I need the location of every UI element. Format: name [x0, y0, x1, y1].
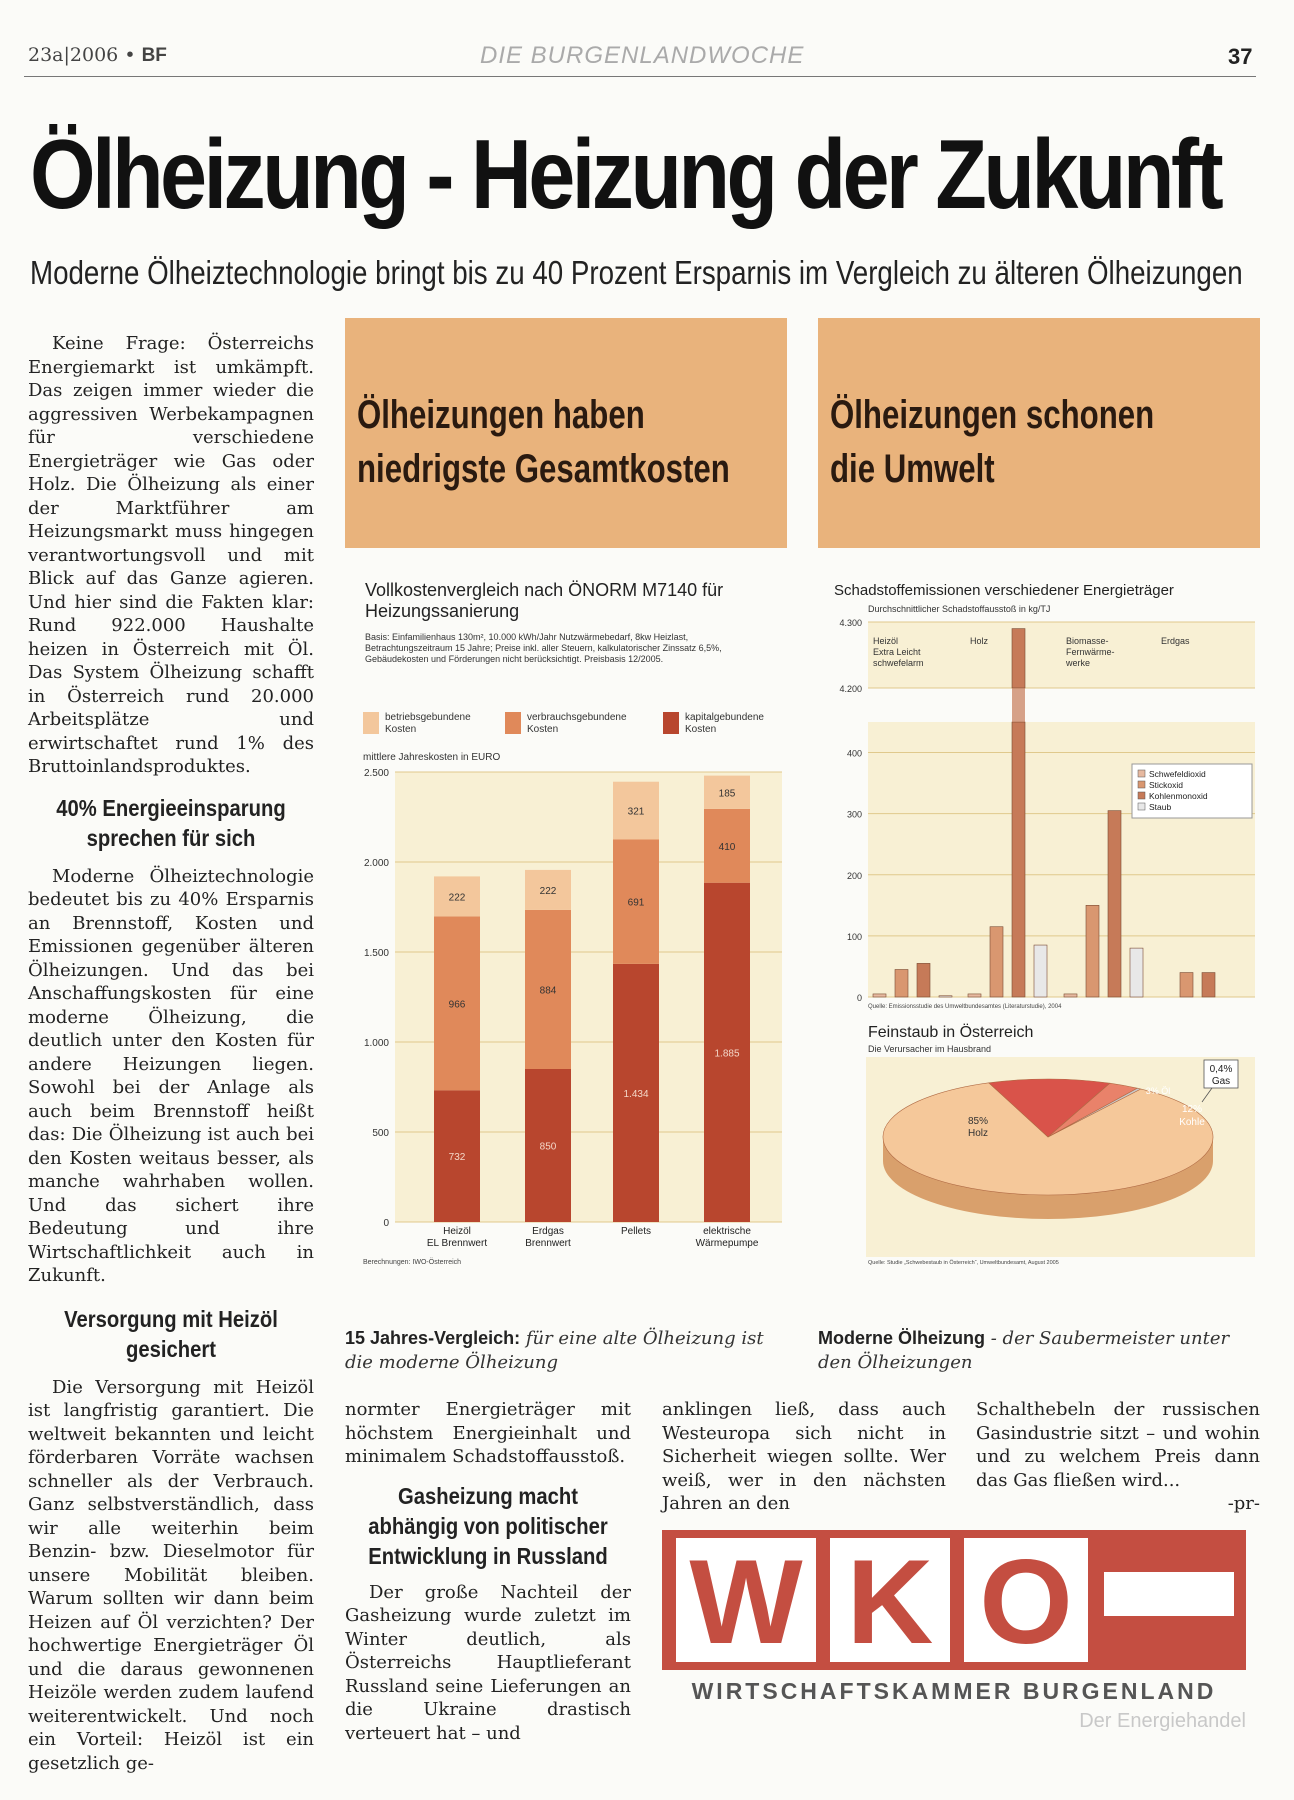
emission-bar-2-3: [1130, 948, 1143, 997]
wko-letter-w: W: [676, 1538, 816, 1662]
cost-value-label-2-1: 691: [627, 897, 645, 909]
cost-category-label-0: Heizöl EL Brennwert: [426, 1226, 488, 1249]
emission-legend-label-0: Schwefeldioxid: [1149, 769, 1206, 779]
emission-legend-swatch-2: [1138, 792, 1145, 799]
article-column-2: [345, 1398, 631, 1745]
cost-category-label-1: Erdgas Brennwert: [525, 1226, 571, 1249]
cost-value-label-0-2: 222: [448, 892, 466, 904]
pie-chart: [818, 1012, 1260, 1272]
paragraph-col3: anklingen ließ, dass auch Westeuropa sich nicht in Sicherheit wiegen sollte. Wer weiß, wer in den nächsten Jahren an den: [662, 1399, 946, 1514]
cost-ytick-0: 0: [383, 1218, 389, 1229]
wko-organization: WIRTSCHAFTSKAMMER BURGENLAND: [691, 1678, 1217, 1704]
paragraph-col2: normter Energieträger mit höchstem Energieinhalt und minimalem Schadstoffausstoß.: [345, 1399, 631, 1467]
subheading-energy-savings: 40% Energieeinsparung sprechen für sich: [56, 794, 286, 851]
headline: Ölheizung - Heizung der Zukunft: [30, 119, 1221, 229]
issue-info: 23a|2006 • BF: [28, 44, 167, 66]
emission-category-label-2: Biomasse-Fernwärme-werke: [1066, 636, 1115, 668]
cost-ytick-4: 2.000: [363, 858, 389, 869]
emission-lower-tick-0: 0: [856, 993, 862, 1003]
emission-legend-label-3: Staub: [1149, 802, 1172, 812]
pie-chart-subtitle: Die Verursacher im Hausbrand: [868, 1044, 992, 1054]
paragraph-savings: Moderne Ölheiztechnologie bedeutet bis zu 40% Ersparnis an Brennstoff, Kosten und Emissionen gegenüber älteren Ölheizungen. Und das bei Anschaffungskosten für eine moderne Ölheizung, die deutlich unter den Kosten für andere Heizungen liegen. Sowohl bei der Anlage als auch beim Brennstoff heißt das: Die Ölheizung ist auch bei den Kosten weitaus besser, als manche wahrhaben wollen. Und das sichert ihre Bedeutung und ihre Wirtschaftlichkeit auch in Zukunft.: [28, 865, 314, 1286]
headline-box-costs: [345, 318, 787, 548]
cost-value-label-1-0: 850: [539, 1141, 557, 1153]
box-environment-title: Ölheizungen schonen die Umwelt: [830, 393, 1155, 491]
emission-bar-1-1: [990, 927, 1003, 997]
cost-ytick-5: 2.500: [363, 768, 389, 779]
emission-bar-0-3: [939, 996, 952, 997]
paragraph-supply: Die Versorgung mit Heizöl ist langfristig garantiert. Die weltweit bekannten und leicht förderbaren Vorräte wachsen schneller als der Verbrauch. Ganz selbstverständlich, dass wir alle weiterhin beim Benzin- bzw. Dieselmotor für unsere Mobilität bleiben. Warum sollten wir dann beim Heizen auf Öl verzichten? Der hochwertige Energieträger Öl und die daraus gewonnenen Heizöle werden zudem laufend weiterentwickelt. Und noch ein Vorteil: Heizöl ist ein gesetzlich ge-: [28, 1376, 314, 1774]
legend-swatch-2: [663, 712, 679, 734]
emission-legend-label-1: Stickoxid: [1149, 780, 1184, 790]
emission-legend-swatch-0: [1138, 770, 1145, 777]
subheading-supply: Versorgung mit Heizöl gesichert: [64, 1305, 278, 1362]
page-number: 37: [1228, 44, 1253, 69]
legend-label-2: kapitalgebundene Kosten: [685, 712, 764, 735]
legend-swatch-0: [363, 712, 379, 734]
emission-bar-2-2: [1108, 811, 1121, 997]
cost-value-label-1-2: 222: [539, 885, 557, 897]
emission-legend-swatch-3: [1138, 803, 1145, 810]
article-column-1: [28, 332, 314, 1775]
cost-ytick-1: 500: [372, 1128, 389, 1139]
wko-division: Der Energiehandel: [1079, 1710, 1246, 1732]
legend-label-1: verbrauchsgebundene Kosten: [527, 712, 627, 735]
wko-bar: [1104, 1572, 1234, 1616]
emission-legend-swatch-1: [1138, 781, 1145, 788]
paragraph-col4: Schalthebeln der russischen Gasindustrie sitzt – und wohin und zu welchem Preis dann das Gas fließen wird...: [976, 1399, 1260, 1491]
cost-chart-notes: Basis: Einfamilienhaus 130m², 10.000 kWh/Jahr Nutzwärmebedarf, 8kw Heizlast, Betrachtungszeitraum 15 Jahre; Preise inkl. aller Steuern, kalkulatorischer Zinssatz 6,5%, Gebäudekosten und Förderungen nicht berücksichtigt. Preisbasis 12/2005.: [365, 632, 722, 664]
cost-chart-panel: [345, 572, 787, 1272]
emission-category-label-1: Holz: [970, 636, 989, 646]
cost-value-label-2-0: 1.434: [623, 1088, 649, 1100]
author-signature: -pr-: [1227, 1493, 1260, 1514]
legend-label-0: betriebsgebundene Kosten: [385, 712, 471, 735]
pie-label-gas-value: 0,4%: [1209, 1064, 1233, 1075]
emission-chart-source: Quelle: Emissionsstudie des Umweltbundesamtes (Literaturstudie), 2004: [868, 1004, 1062, 1010]
paragraph-gas: Der große Nachteil der Gasheizung wurde zuletzt im Winter deutlich, als Österreichs Hauptlieferant Russland seine Lieferungen an die Ukraine drastisch verteuert hat – und: [345, 1581, 631, 1744]
pie-chart-title: Feinstaub in Österreich: [868, 1024, 1034, 1041]
cost-ytick-3: 1.500: [363, 948, 389, 959]
header-rule: [24, 76, 1256, 77]
emission-lower-tick-4: 400: [846, 748, 862, 759]
pie-label-gas-name: Gas: [1211, 1076, 1231, 1087]
emission-bar-1-2-break: [1012, 688, 1025, 722]
cost-chart-title: Vollkostenvergleich nach ÖNORM M7140 für Heizungssanierung: [365, 580, 724, 621]
caption-emission-chart: Moderne Ölheizung - der Saubermeister unter den Ölheizungen: [818, 1328, 1230, 1373]
pie-label-holz-value: 85%: [967, 1116, 989, 1127]
cost-value-label-0-1: 966: [448, 999, 466, 1011]
caption-cost-chart: 15 Jahres-Vergleich: für eine alte Ölheizung ist die moderne Ölheizung: [345, 1328, 764, 1373]
cost-value-label-1-1: 884: [539, 985, 557, 997]
emission-upper-area: [868, 622, 1255, 688]
publication-name: DIE BURGENLANDWOCHE: [480, 42, 805, 69]
cost-chart-ylabel: mittlere Jahreskosten in EURO: [363, 752, 501, 763]
emission-bar-1-2-upper: [1012, 629, 1025, 688]
emission-lower-tick-2: 200: [846, 870, 862, 881]
box-costs-title: Ölheizungen haben niedrigste Gesamtkosten: [357, 393, 730, 491]
article-column-3: [662, 1398, 946, 1516]
emission-bar-1-3: [1034, 945, 1047, 997]
pie-chart-source: Quelle: Studie „Schwebestaub in Österreich“, Umweltbundesamt, August 2005: [868, 1260, 1059, 1266]
pie-label-kohle-value: 12%: [1181, 1104, 1203, 1115]
pie-label-holz-name: Holz: [967, 1128, 989, 1139]
emission-bar-0-1: [895, 970, 908, 998]
cost-value-label-3-0: 1.885: [714, 1048, 740, 1060]
emission-bar-2-1: [1086, 905, 1099, 997]
emission-lower-tick-3: 300: [846, 809, 862, 820]
emission-bar-3-2: [1202, 973, 1215, 997]
cost-value-label-2-2: 321: [627, 806, 645, 818]
cost-ytick-2: 1.000: [363, 1038, 389, 1049]
article-column-4: [976, 1398, 1260, 1516]
emission-bar-0-0: [873, 994, 886, 997]
emission-chart-ylabel: Durchschnittlicher Schadstoffausstoß in kg/TJ: [868, 604, 1051, 614]
legend-swatch-1: [505, 712, 521, 734]
emission-bar-1-2-lower: [1012, 722, 1025, 997]
cost-value-label-3-2: 185: [718, 788, 736, 800]
cost-value-label-3-1: 410: [718, 841, 736, 853]
emission-legend-label-2: Kohlenmonoxid: [1149, 791, 1208, 801]
cost-category-label-2: Pellets: [620, 1226, 652, 1237]
cost-chart: [345, 572, 787, 1272]
emission-bar-0-2: [917, 963, 930, 997]
emission-bar-2-0: [1064, 994, 1077, 997]
pie-label-oel: 3% Öl: [1145, 1086, 1171, 1096]
emission-upper-tick-0: 4.200: [839, 684, 862, 694]
emission-chart: [818, 572, 1260, 1012]
wko-logo: [662, 1530, 1246, 1670]
emission-lower-area: [868, 722, 1255, 997]
emission-lower-tick-1: 100: [846, 931, 862, 942]
emission-chart-panel: [818, 572, 1260, 1272]
subheadline: Moderne Ölheiztechnologie bringt bis zu 40 Prozent Ersparnis im Vergleich zu älteren Ölheizungen: [30, 254, 1243, 291]
intro-paragraph: Keine Frage: Österreichs Energiemarkt ist umkämpft. Das zeigen immer wieder die aggressiven Werbekampagnen für verschiedene Energieträger wie Gas oder Holz. Die Ölheizung als einer der Marktführer am Heizungsmarkt muss hingegen verantwortungsvoll und mit Blick auf das Ganze agieren. Und hier sind die Fakten klar: Rund 922.000 Haushalte heizen in Österreich mit Öl. Das System Ölheizung schafft in Österreich rund 20.000 Arbeitsplätze und erwirtschaftet rund 1% des Bruttoinlandsproduktes.: [28, 333, 314, 777]
emission-upper-tick-1: 4.300: [839, 618, 862, 628]
cost-category-label-3: elektrische Wärmepumpe: [695, 1226, 759, 1249]
emission-bar-3-1: [1180, 973, 1193, 997]
emission-category-label-0: Heizöl Extra Leicht schwefelarm: [873, 636, 924, 668]
cost-value-label-0-0: 732: [448, 1152, 466, 1164]
wko-letter-k: K: [830, 1538, 950, 1662]
pie-label-kohle-name: Kohle: [1179, 1117, 1205, 1128]
emission-bar-1-0: [968, 994, 981, 997]
emission-chart-title: Schadstoffemissionen verschiedener Energieträger: [834, 582, 1174, 599]
subheading-gas: Gasheizung macht abhängig von politischer Entwicklung in Russland: [368, 1482, 608, 1569]
wko-letter-o: O: [964, 1538, 1088, 1662]
emission-category-label-3: Erdgas: [1161, 636, 1190, 646]
cost-chart-source: Berechnungen: IWO-Österreich: [363, 1259, 462, 1266]
headline-box-environment: [818, 318, 1260, 548]
